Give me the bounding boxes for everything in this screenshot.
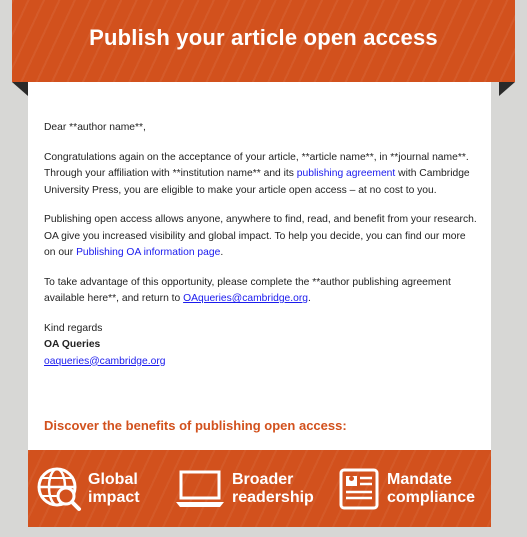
- signoff: Kind regards: [44, 322, 103, 334]
- id-card-icon: [337, 466, 381, 512]
- greeting: Dear **author name**,: [44, 122, 146, 133]
- email-card: [28, 82, 491, 450]
- header-banner: [12, 0, 515, 82]
- email-body: [44, 120, 478, 370]
- paragraph-benefits: Publishing open access allows anyone, anywhere to find, read, and benefit from your research. OA give you increased visibility and global impact. To help you decide, you can find our more on our Publishing OA information page.: [44, 214, 477, 258]
- publishing-agreement-link[interactable]: publishing agreement: [296, 168, 396, 179]
- globe-magnifier-icon: [36, 466, 82, 512]
- paragraph-instructions: To take advantage of this opportunity, please complete the **author publishing agreement available here**, and return to OAqueries@cambridge.org.: [44, 276, 451, 304]
- benefit-broader-readership: [174, 466, 314, 512]
- benefits-band: [28, 450, 491, 527]
- benefit-line1: Mandate: [387, 471, 452, 488]
- banner-fold-left: [12, 82, 28, 96]
- sender-name: OA Queries: [44, 339, 101, 350]
- discover-heading: Discover the benefits of publishing open access:: [44, 418, 347, 433]
- benefit-line2: compliance: [387, 489, 476, 506]
- oaqueries-email-link[interactable]: OAqueries@cambridge.org: [183, 293, 309, 304]
- benefit-line2: impact: [88, 489, 140, 506]
- laptop-icon: [174, 466, 226, 512]
- signature: [44, 321, 478, 371]
- sender-email-link[interactable]: oaqueries@cambridge.org: [44, 355, 166, 367]
- page-title: Publish your article open access: [89, 25, 438, 50]
- benefit-line1: Global: [88, 471, 138, 488]
- banner-fold-right: [499, 82, 515, 96]
- benefit-mandate-compliance: [337, 466, 475, 512]
- benefit-line1: Broader: [232, 471, 294, 488]
- paragraph-congratulations: Congratulations again on the acceptance of your article, **article name**, in **journal name**. Through your affiliation with **institution name** and its publishing agreement with Cambridge University Press, you are eligible to make your article open access – at no cost to you.: [44, 151, 470, 196]
- benefit-line2: readership: [232, 489, 314, 506]
- benefit-global-impact: [36, 466, 140, 512]
- publishing-oa-info-link[interactable]: Publishing OA information page: [76, 247, 221, 258]
